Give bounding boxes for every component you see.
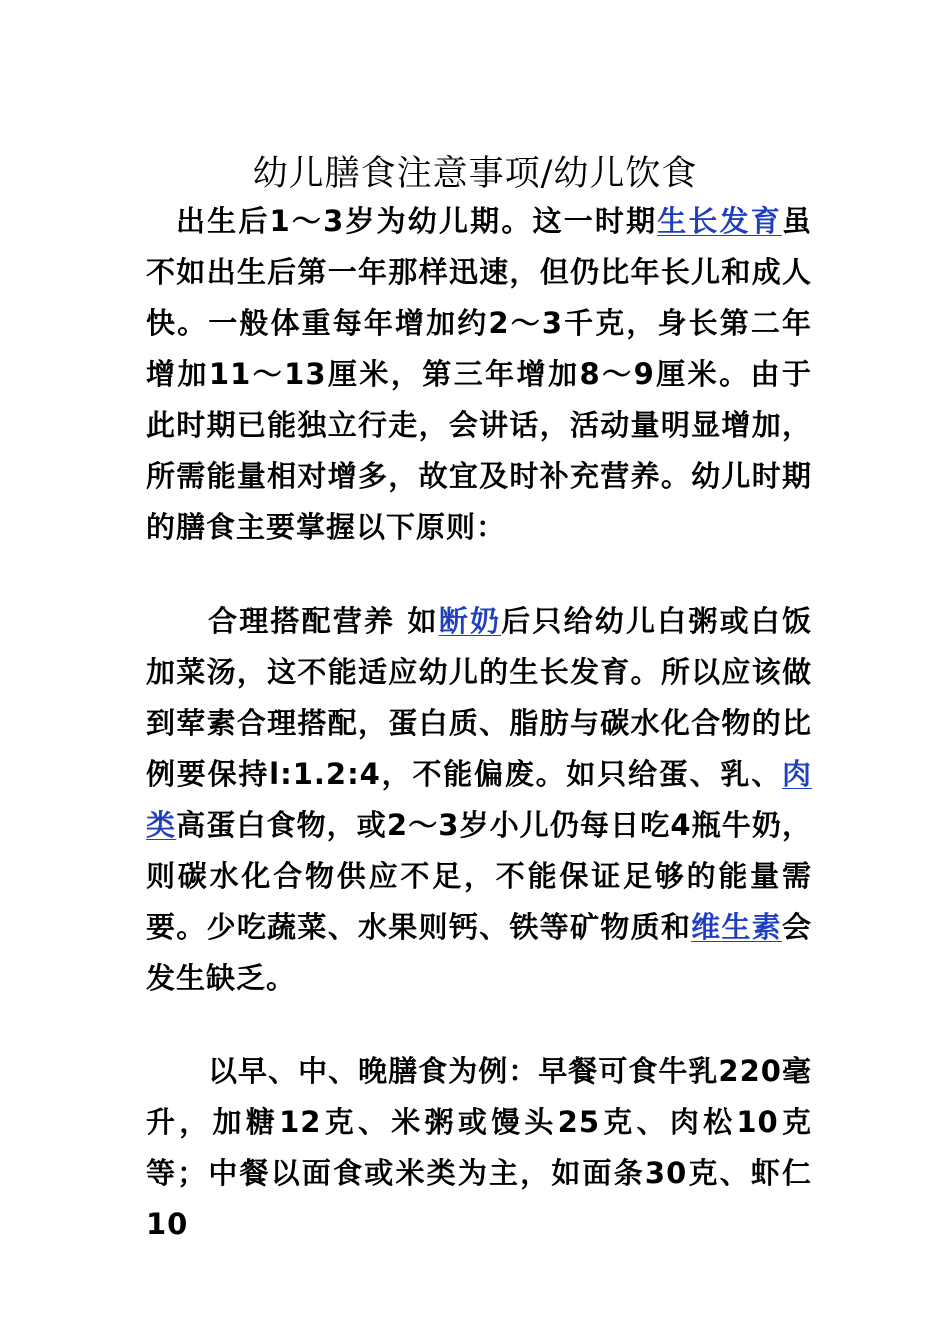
paragraph-text: 出生后1～3岁为幼儿期。这一时期 xyxy=(176,204,658,238)
link-growth-development[interactable]: 生长发育 xyxy=(657,204,782,238)
link-weaning[interactable]: 断奶 xyxy=(438,604,502,638)
paragraph-meal-example xyxy=(146,1046,812,1250)
paragraph-text: 后只给幼儿白粥或白饭加菜汤，这不能适应幼儿的生长发育。所以应该做到荤素合理搭配，蛋白质、脂肪与碳水化合物的比例要保持l:1.2:4，不能偏废。如只给蛋、乳、 xyxy=(146,604,812,791)
paragraph-text: 虽不如出生后第一年那样迅速，但仍比年长儿和成人快。一般体重每年增加约2～3千克，身长第二年增加11～13厘米，第三年增加8～9厘米。由于此时期已能独立行走，会讲话，活动量明显增加，所需能量相对增多，故宜及时补充营养。幼儿时期的膳食主要掌握以下原则： xyxy=(146,204,812,544)
paragraph-text: 以早、中、晚膳食为例：早餐可食牛乳220毫升，加糖12克、米粥或馒头25克、肉松10克等；中餐以面食或米类为主，如面条30克、虾仁10 xyxy=(146,1054,812,1241)
paragraph-nutrition-balance xyxy=(146,596,812,1004)
paragraph-intro xyxy=(146,196,812,553)
paragraph-text: 合理搭配营养 如 xyxy=(208,604,439,638)
paragraph-text: 会发生缺乏。 xyxy=(146,910,812,995)
document-title: 幼儿膳食注意事项/幼儿饮食 xyxy=(252,154,698,195)
link-meat[interactable]: 肉类 xyxy=(146,757,812,842)
link-vitamins[interactable]: 维生素 xyxy=(691,910,782,944)
paragraph-text: 高蛋白食物，或2～3岁小儿仍每日吃4瓶牛奶，则碳水化合物供应不足，不能保证足够的能量需要。少吃蔬菜、水果则钙、铁等矿物质和 xyxy=(146,808,812,944)
